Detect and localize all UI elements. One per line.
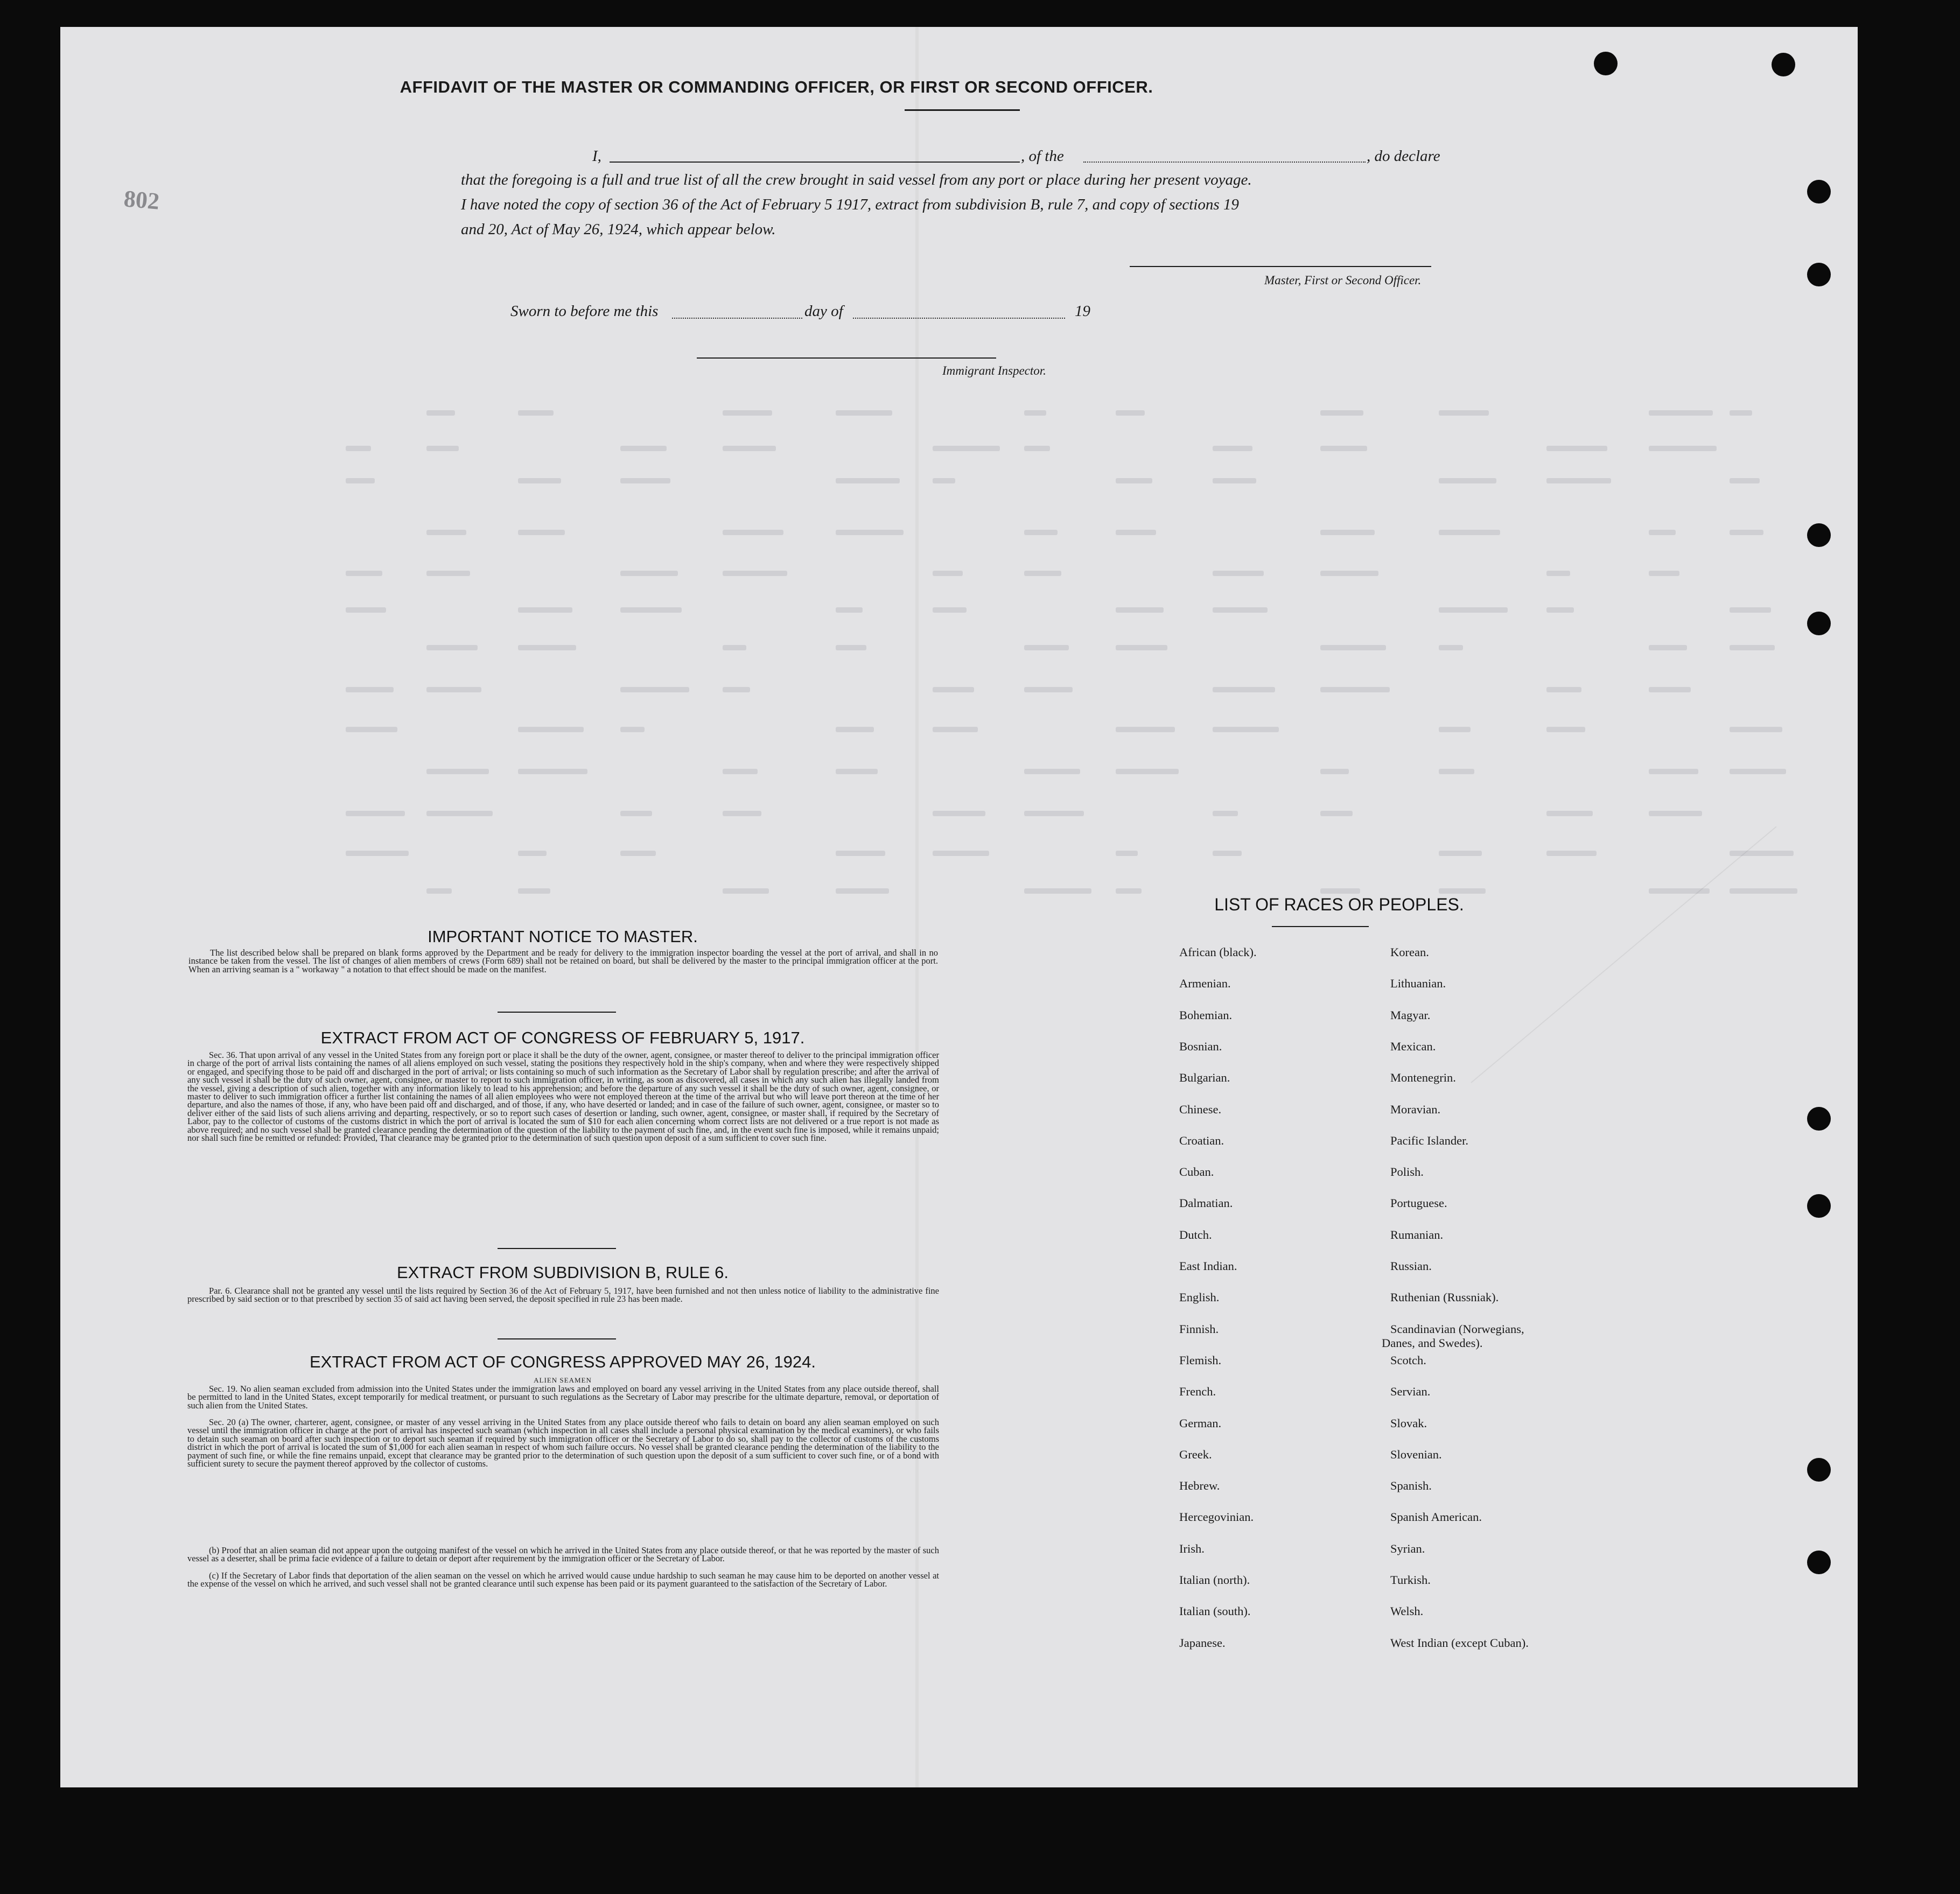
bleed-through-mark <box>1116 530 1156 535</box>
vessel-name-field[interactable] <box>1083 162 1366 163</box>
bleed-through-mark <box>1730 645 1775 650</box>
affidavit-body-line-2: I have noted the copy of section 36 of the Act of February 5 1917, extract from subdivision B, rule 7, and copy of sections 19 <box>461 196 1239 213</box>
sworn-day-field[interactable] <box>672 318 802 319</box>
races-heading: LIST OF RACES OR PEOPLES. <box>1214 895 1464 914</box>
race-item: West Indian (except Cuban). <box>1390 1636 1529 1650</box>
bleed-through-mark <box>1024 530 1058 535</box>
bleed-through-mark <box>518 478 561 483</box>
bleed-through-mark <box>1116 888 1142 894</box>
binder-hole <box>1807 1194 1831 1218</box>
race-item: Syrian. <box>1390 1541 1425 1555</box>
bleed-through-mark <box>1320 410 1363 416</box>
race-item: Spanish American. <box>1390 1510 1482 1524</box>
bleed-through-mark <box>1320 446 1367 451</box>
bleed-through-mark <box>1024 687 1073 692</box>
binder-hole <box>1807 180 1831 204</box>
bleed-through-mark <box>1439 410 1489 416</box>
bleed-through-mark <box>1439 727 1471 732</box>
race-item: Ruthenian (Russniak). <box>1390 1290 1499 1304</box>
document-page <box>60 27 1858 1787</box>
bleed-through-mark <box>1649 446 1717 451</box>
extract-rule6-heading: EXTRACT FROM SUBDIVISION B, RULE 6. <box>396 1263 729 1282</box>
bleed-through-mark <box>1439 888 1486 894</box>
bleed-through-mark <box>1546 851 1597 856</box>
bleed-through-mark <box>1546 571 1570 576</box>
binder-hole <box>1772 53 1795 76</box>
race-item: Moravian. <box>1390 1102 1441 1116</box>
bleed-through-mark <box>620 478 670 483</box>
bleed-through-mark <box>1439 769 1474 774</box>
race-item: Portuguese. <box>1390 1196 1447 1210</box>
bleed-through-mark <box>346 851 409 856</box>
sworn-year-label: 19 <box>1075 303 1090 320</box>
bleed-through-mark <box>836 851 885 856</box>
bleed-through-mark <box>1116 478 1152 483</box>
divider-3 <box>498 1338 616 1339</box>
bleed-through-mark <box>1649 530 1676 535</box>
bleed-through-mark <box>346 446 371 451</box>
bleed-through-mark <box>933 446 1000 451</box>
bleed-through-mark <box>1546 727 1585 732</box>
race-item: African (black). <box>1179 945 1257 959</box>
bleed-through-mark <box>1213 851 1242 856</box>
bleed-through-mark <box>1024 811 1084 816</box>
bleed-through-mark <box>1730 888 1797 894</box>
alien-seamen-subheading: ALIEN SEAMEN <box>534 1376 592 1384</box>
vessel-of-the-label: , of the <box>1021 148 1064 165</box>
race-item: Spanish. <box>1390 1479 1432 1493</box>
bleed-through-mark <box>1213 446 1252 451</box>
bleed-through-mark <box>1024 571 1061 576</box>
race-item: Rumanian. <box>1390 1227 1444 1241</box>
bleed-through-mark <box>1649 571 1679 576</box>
bleed-through-mark <box>1116 727 1175 732</box>
affidavit-declaration-line <box>529 148 1520 169</box>
bleed-through-mark <box>1730 478 1760 483</box>
affidavit-title-rule <box>905 109 1020 111</box>
bleed-through-mark <box>518 607 572 613</box>
bleed-through-mark <box>346 571 382 576</box>
binder-hole <box>1807 612 1831 635</box>
master-signature-label: Master, First or Second Officer. <box>1264 273 1422 287</box>
extract-1924-sec20b: (b) Proof that an alien seaman did not appear upon the outgoing manifest of the vessel on which he arrived in the United States from any place outside thereof, or that he was reported by the master of such vessel as a deserter, shall be prima facie evidence of a failure to detain or deport after requirement by the immigration officer or the Secretary of Labor. <box>187 1545 939 1564</box>
bleed-through-mark <box>1546 478 1611 483</box>
race-item: Hebrew. <box>1179 1479 1220 1493</box>
bleed-through-mark <box>518 888 550 894</box>
race-item: Hercegovinian. <box>1179 1510 1254 1524</box>
binder-hole <box>1807 1551 1831 1574</box>
bleed-through-mark <box>1649 645 1687 650</box>
fold-crease <box>1471 826 1776 1083</box>
bleed-through-mark <box>518 727 584 732</box>
bleed-through-mark <box>1213 607 1268 613</box>
bleed-through-mark <box>1439 607 1508 613</box>
bleed-through-mark <box>518 645 576 650</box>
race-item: Italian (south). <box>1179 1604 1251 1618</box>
bleed-through-mark <box>1649 687 1691 692</box>
bleed-through-mark <box>426 410 455 416</box>
bleed-through-mark <box>1024 888 1091 894</box>
extract-1924-heading: EXTRACT FROM ACT OF CONGRESS APPROVED MAY 26, 1924. <box>309 1352 816 1371</box>
extract-1924-sec20c: (c) If the Secretary of Labor finds that deportation of the alien seaman on the vessel on which he arrived would cause undue hardship to such seaman he may cause him to be deported on another vessel at the expense of the vessel on which he arrived, and such vessel shall not be granted clearance until such expense has been paid or its payment guaranteed to the satisfaction of the Secretary of Labor. <box>187 1570 939 1589</box>
race-item: Bohemian. <box>1179 1008 1233 1022</box>
bleed-through-mark <box>836 769 878 774</box>
bleed-through-mark <box>620 446 667 451</box>
inspector-signature-label: Immigrant Inspector. <box>942 364 1046 377</box>
bleed-through-mark <box>620 727 645 732</box>
bleed-through-mark <box>1320 571 1378 576</box>
binder-hole <box>1807 523 1831 547</box>
bleed-through-mark <box>723 687 750 692</box>
bleed-through-mark <box>1546 607 1574 613</box>
bleed-through-mark <box>1320 645 1386 650</box>
race-item: English. <box>1179 1290 1220 1304</box>
race-item: Welsh. <box>1390 1604 1424 1618</box>
race-item: French. <box>1179 1385 1216 1399</box>
bleed-through-mark <box>518 769 587 774</box>
race-item: German. <box>1179 1416 1222 1430</box>
race-item: East Indian. <box>1179 1259 1237 1273</box>
sworn-month-field[interactable] <box>853 318 1065 319</box>
divider-1 <box>498 1012 616 1013</box>
bleed-through-mark <box>1730 769 1786 774</box>
bleed-through-mark <box>346 478 375 483</box>
bleed-through-mark <box>1116 607 1164 613</box>
binder-hole <box>1594 52 1618 75</box>
race-item: Korean. <box>1390 945 1429 959</box>
race-item: Mexican. <box>1390 1039 1436 1053</box>
race-item: Montenegrin. <box>1390 1071 1456 1085</box>
bleed-through-mark <box>518 530 565 535</box>
race-item: Dalmatian. <box>1179 1196 1233 1210</box>
bleed-through-mark <box>1116 645 1167 650</box>
bleed-through-mark <box>1649 410 1713 416</box>
bleed-through-mark <box>933 571 963 576</box>
race-item: Russian. <box>1390 1259 1432 1273</box>
extract-1917-heading: EXTRACT FROM ACT OF CONGRESS OF FEBRUARY 5, 1917. <box>320 1028 805 1047</box>
bleed-through-mark <box>426 888 452 894</box>
bleed-through-mark <box>426 645 478 650</box>
bleed-through-mark <box>1546 446 1607 451</box>
bleed-through-mark <box>836 888 889 894</box>
race-item: Croatian. <box>1179 1133 1224 1147</box>
bleed-through-mark <box>1213 571 1264 576</box>
bleed-through-mark <box>1024 446 1050 451</box>
bleed-through-mark <box>1649 769 1698 774</box>
binder-hole <box>1807 263 1831 286</box>
bleed-through-mark <box>1730 851 1794 856</box>
bleed-through-mark <box>1546 687 1581 692</box>
extract-1924-sec19: Sec. 19. No alien seaman excluded from admission into the United States under the immigration laws and employed on board any vessel arriving in the United States from any place outside thereof, shall be permitted to land in the United States, except temporarily for medical treatment, or pursuant to such regulations as the Secretary of Labor may prescribe for the ultimate departure, removal, or deportation of such alien from the United States. <box>187 1384 939 1411</box>
bleed-through-mark <box>933 851 989 856</box>
bleed-through-mark <box>1439 645 1463 650</box>
bleed-through-mark <box>836 727 874 732</box>
divider-2 <box>498 1248 616 1249</box>
bleed-through-mark <box>1024 410 1046 416</box>
bleed-through-mark <box>620 811 652 816</box>
bleed-through-mark <box>836 530 904 535</box>
bleed-through-mark <box>1649 811 1702 816</box>
bleed-through-mark <box>620 687 689 692</box>
race-item: Scotch. <box>1390 1353 1426 1367</box>
day-of-label: day of <box>804 303 843 320</box>
race-item: Slovenian. <box>1390 1447 1442 1461</box>
bleed-through-mark <box>1730 530 1763 535</box>
bleed-through-mark <box>1320 888 1360 894</box>
bleed-through-mark <box>1116 769 1179 774</box>
bleed-through-mark <box>1213 687 1275 692</box>
bleed-through-mark <box>1320 811 1353 816</box>
extract-1917-text: Sec. 36. That upon arrival of any vessel in the United States from any foreign port or place it shall be the duty of the owner, agent, consignee, or master thereof to deliver to the principal immigration officer in charge of the port of arrival lists containing the names of all aliens employed on such vessel, stating the positions they respectively hold in the ship's company, when and where they were respectively shipped or engaged, and specifying those to be paid off and discharged in the port of arrival; or lists containing so much of such information as the Secretary of Labor shall by regulation prescribe; and after the arrival of any such vessel it shall be the duty of such owner, agent, consignee, or master to report to such immigration officer, in writing, as soon as discovered, all cases in which any such alien has illegally landed from the vessel, giving a description of such alien, together with any information likely to lead to his apprehension; and before the departure of any such vessel it shall be the duty of such owner, agent, consignee, or master to deliver to such immigration officer a further list containing the names of all alien employees who were not employed thereon at the time of the arrival but who will leave port thereon at the time of her departure, and also the names of those, if any, who have been paid off and discharged, and of those, if any, who have deserted or landed; and in case of the failure of such owner, agent, consignee, or master so to deliver either of the said lists of such aliens arriving and departing, respectively, or so to report such cases of desertion or landing, such owner, agent, consignee, or master shall, if required by the Secretary of Labor, pay to the collector of customs of the customs district in which the port of arrival is located the sum of $10 for each alien concerning whom correct lists are not delivered or a true report is not made as above required; and no such vessel shall be granted clearance pending the determination of the question of the liability to the payment of such fine, and, in the event such fine is imposed, while it remains unpaid; nor shall such fine be remitted or refunded: Provided, That clearance may be granted prior to the determination of such question upon deposit of a sum sufficient to cover such fine. <box>187 1050 939 1144</box>
race-item: Turkish. <box>1390 1573 1431 1587</box>
bleed-through-mark <box>1116 410 1145 416</box>
bleed-through-mark <box>1730 607 1771 613</box>
master-signature-line[interactable] <box>1130 266 1431 267</box>
bleed-through-mark <box>723 530 783 535</box>
declarant-i-label: I, <box>592 148 601 165</box>
bleed-through-mark <box>1546 811 1593 816</box>
races-heading-rule <box>1272 926 1369 927</box>
race-item: Chinese. <box>1179 1102 1222 1116</box>
race-item: Italian (north). <box>1179 1573 1250 1587</box>
bleed-through-mark <box>1320 769 1349 774</box>
bleed-through-mark <box>723 410 772 416</box>
bleed-through-mark <box>1730 727 1782 732</box>
bleed-through-mark <box>933 607 967 613</box>
extract-1924-sec20a: Sec. 20 (a) The owner, charterer, agent, consignee, or master of any vessel arriving in the United States from any place outside thereof who fails to detain on board any alien seaman employed on such vessel until the immigration officer in charge at the port of arrival has inspected such seaman (which inspection in all cases shall include a personal physical examination by the medical examiners), or who fails to detain such seaman on board after such inspection or to deport such seaman if required by such immigration officer or the Secretary of Labor to do so, shall pay to the collector of customs of the customs district in which the port of arrival is located the sum of $1,000 for each alien seaman in respect of whom such failure occurs. No vessel shall be granted clearance pending the determination of the liability to the payment of such fine, or while the fine remains unpaid, except that clearance may be granted prior to the determination of such question upon the deposit of a sum sufficient to cover such fine, or of a bond with sufficient surety to secure the payment thereof approved by the collector of customs. <box>187 1417 939 1469</box>
race-item: Bulgarian. <box>1179 1071 1230 1085</box>
race-item: Slovak. <box>1390 1416 1427 1430</box>
bleed-through-mark <box>933 727 978 732</box>
race-item: Finnish. <box>1179 1322 1219 1336</box>
affidavit-title: AFFIDAVIT OF THE MASTER OR COMMANDING OFFICER, OR FIRST OR SECOND OFFICER. <box>400 78 1153 96</box>
race-item: Japanese. <box>1179 1636 1226 1650</box>
bleed-through-mark <box>620 607 682 613</box>
bleed-through-mark <box>723 811 761 816</box>
bleed-through-mark <box>426 571 470 576</box>
race-item: Armenian. <box>1179 977 1231 991</box>
bleed-through-mark <box>346 607 386 613</box>
race-item: Lithuanian. <box>1390 977 1446 991</box>
race-item: Pacific Islander. <box>1390 1133 1468 1147</box>
race-item: Bosnian. <box>1179 1039 1222 1053</box>
bleed-through-mark <box>723 645 746 650</box>
race-item: Irish. <box>1179 1541 1205 1555</box>
bleed-through-mark <box>836 478 900 483</box>
sworn-statement <box>510 303 1157 324</box>
bleed-through-mark <box>933 811 985 816</box>
inspector-signature-line[interactable] <box>697 357 996 359</box>
bleed-through-mark <box>723 446 776 451</box>
stamp-number: 802 <box>122 185 161 215</box>
race-item: Greek. <box>1179 1447 1212 1461</box>
bleed-through-mark <box>518 851 547 856</box>
bleed-through-mark <box>1213 478 1256 483</box>
bleed-through-mark <box>836 410 892 416</box>
bleed-through-mark <box>620 851 656 856</box>
race-item: Dutch. <box>1179 1227 1212 1241</box>
race-item: Magyar. <box>1390 1008 1431 1022</box>
race-item: Cuban. <box>1179 1165 1214 1179</box>
bleed-through-mark <box>426 811 493 816</box>
bleed-through-mark <box>346 727 397 732</box>
bleed-through-mark <box>426 446 459 451</box>
notice-text: The list described below shall be prepared on blank forms approved by the Department and be ready for delivery to the immigration inspector boarding the vessel at the port of arrival, and shall in no instance be taken from the vessel. The list of changes of alien members of crews (Form 689) shall not be retained on board, but shall be delivered by the master to the principal immigration officer at the port. When an arriving seaman is a " workaway " a notation to that effect should be made on the manifest. <box>188 948 938 974</box>
race-item: Polish. <box>1390 1165 1424 1179</box>
bleed-through-mark <box>933 687 974 692</box>
sworn-label: Sworn to before me this <box>510 303 659 320</box>
race-item: Servian. <box>1390 1385 1431 1399</box>
affidavit-body-line-1: that the foregoing is a full and true list of all the crew brought in said vessel from any port or place during her present voyage. <box>461 171 1252 188</box>
bleed-through-mark <box>933 478 955 483</box>
declarant-name-field[interactable] <box>610 162 1020 163</box>
race-item: Flemish. <box>1179 1353 1222 1367</box>
do-declare-label: , do declare <box>1367 148 1440 165</box>
bleed-through-mark <box>426 687 481 692</box>
bleed-through-mark <box>1439 478 1496 483</box>
bleed-through-mark <box>1213 727 1279 732</box>
bleed-through-mark <box>346 811 405 816</box>
affidavit-body-line-3: and 20, Act of May 26, 1924, which appear below. <box>461 221 776 238</box>
bleed-through-mark <box>836 645 866 650</box>
bleed-through-mark <box>723 769 758 774</box>
bleed-through-mark <box>723 571 787 576</box>
bleed-through-mark <box>1439 530 1500 535</box>
bleed-through-mark <box>518 410 554 416</box>
notice-heading: IMPORTANT NOTICE TO MASTER. <box>428 927 698 946</box>
bleed-through-mark <box>1439 851 1482 856</box>
bleed-through-mark <box>426 530 466 535</box>
bleed-through-mark <box>1116 851 1138 856</box>
bleed-through-mark <box>836 607 863 613</box>
bleed-through-mark <box>723 888 769 894</box>
bleed-through-mark <box>1024 769 1080 774</box>
bleed-through-mark <box>1320 687 1390 692</box>
bleed-through-mark <box>426 769 489 774</box>
bleed-through-mark <box>1730 410 1752 416</box>
bleed-through-mark <box>1320 530 1375 535</box>
binder-hole <box>1807 1107 1831 1131</box>
binder-hole <box>1807 1458 1831 1482</box>
race-item: Scandinavian (Norwegians, <box>1390 1322 1524 1336</box>
bleed-through-mark <box>620 571 678 576</box>
extract-rule6-text: Par. 6. Clearance shall not be granted any vessel until the lists required by Section 36 of the Act of February 5, 1917, have been furnished and not then unless notice of liability to the administrative fine prescribed by said section or to that prescribed by section 35 of said act having been served, the deposit specified in rule 23 has been made. <box>187 1286 939 1304</box>
bleed-through-mark <box>346 687 394 692</box>
race-scandinavian-continuation: Danes, and Swedes). <box>1382 1336 1483 1350</box>
bleed-through-mark <box>1213 811 1238 816</box>
bleed-through-mark <box>1024 645 1069 650</box>
